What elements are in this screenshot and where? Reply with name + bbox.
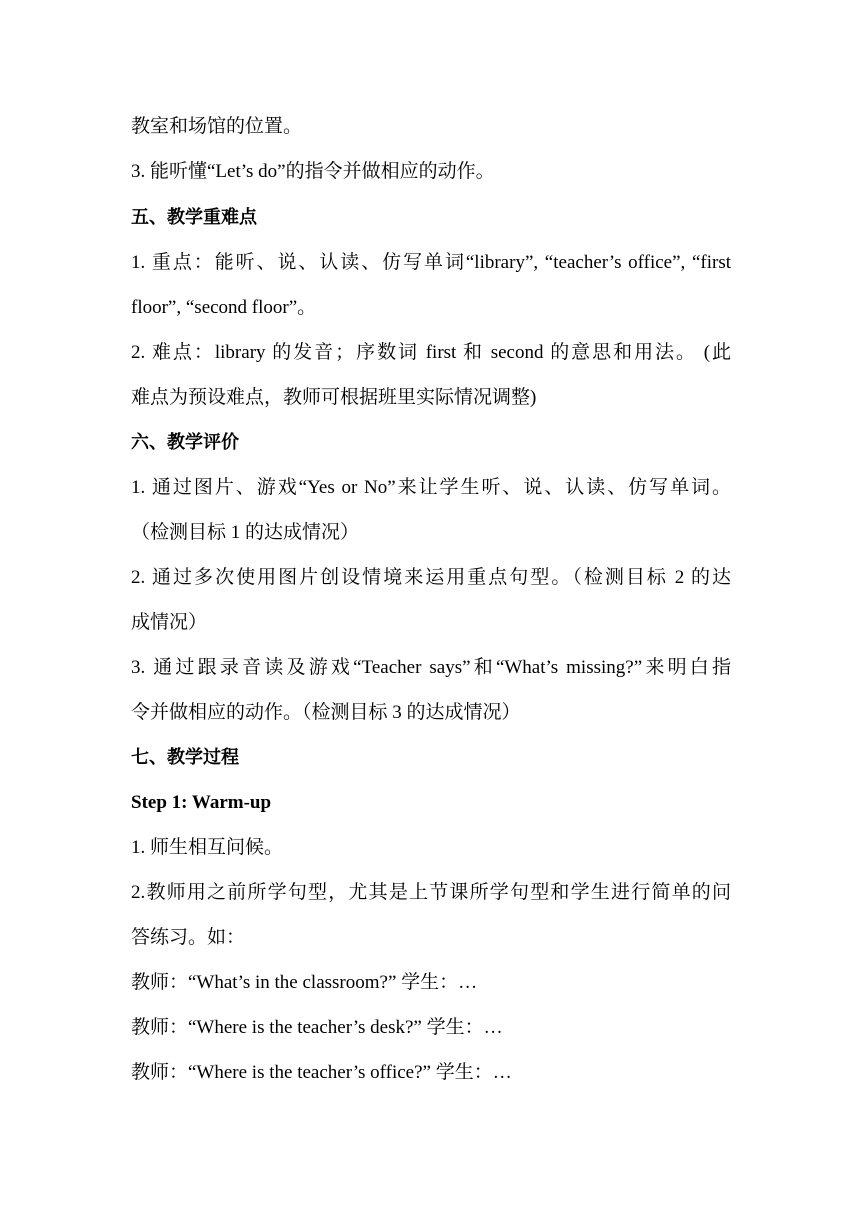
- text-line: 1. 通过图片、游戏“Yes or No”来让学生听、说、认读、仿写单词。: [131, 477, 731, 498]
- text-line: 教室和场馆的位置。: [131, 116, 303, 137]
- text-line: 1. 师生相互问候。: [131, 837, 284, 858]
- section-heading: 六、教学评价: [131, 432, 239, 453]
- dialogue-line: 教师：“Where is the teacher’s office?” 学生：…: [131, 1062, 512, 1083]
- text-line: 成情况）: [131, 612, 208, 633]
- text-line: 3. 通过跟录音读及游戏“Teacher says”和“What’s missing?”来明白指: [131, 657, 731, 678]
- text-line: 令并做相应的动作。（检测目标 3 的达成情况）: [131, 702, 521, 723]
- text-line: （检测目标 1 的达成情况）: [131, 522, 360, 543]
- dialogue-line: 教师：“What’s in the classroom?” 学生：…: [131, 972, 478, 993]
- text-line: 答练习。如：: [131, 927, 246, 948]
- text-line: 2. 难点：library 的发音；序数词 first 和 second 的意思和用法。 (此: [131, 342, 731, 363]
- text-line: 2. 通过多次使用图片创设情境来运用重点句型。（检测目标 2 的达: [131, 567, 731, 588]
- text-line: 难点为预设难点，教师可根据班里实际情况调整): [131, 387, 537, 408]
- text-line: 2.教师用之前所学句型，尤其是上节课所学句型和学生进行简单的问: [131, 882, 731, 903]
- text-line: 3. 能听懂“Let’s do”的指令并做相应的动作。: [131, 161, 495, 182]
- step-heading: Step 1: Warm-up: [131, 792, 272, 813]
- text-line: 1. 重点：能听、说、认读、仿写单词“library”, “teacher’s office”, “first: [131, 252, 731, 273]
- section-heading: 五、教学重难点: [131, 207, 257, 228]
- text-line: floor”, “second floor”。: [131, 297, 317, 318]
- section-heading: 七、教学过程: [131, 747, 239, 768]
- dialogue-line: 教师：“Where is the teacher’s desk?” 学生：…: [131, 1017, 503, 1038]
